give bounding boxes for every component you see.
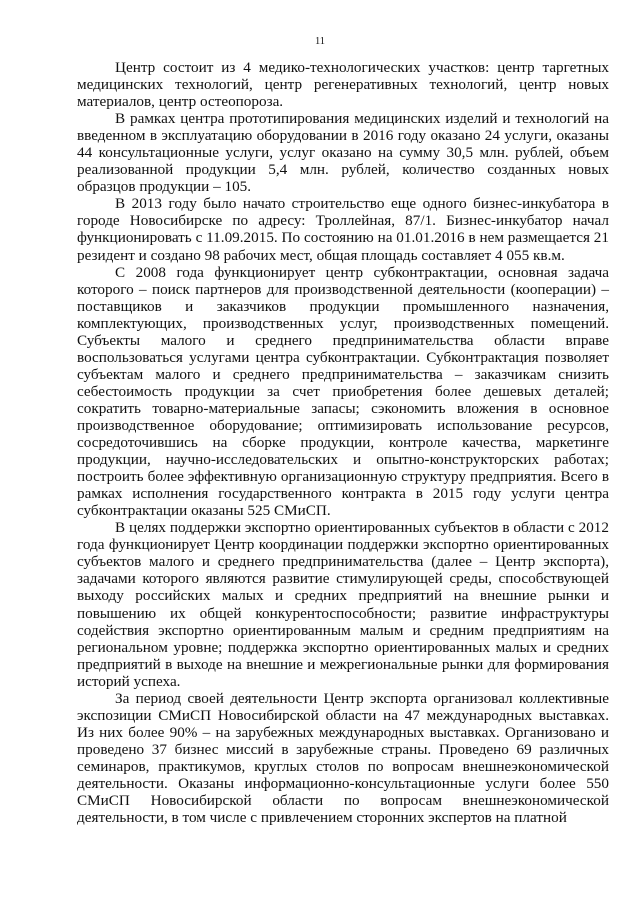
page-number: 11 bbox=[314, 36, 326, 47]
paragraph-prototyping-center: В рамках центра прототипирования медицинских изделий и технологий на введенном в эксплуатацию оборудовании в 2016 году оказано 24 услуги, оказаны 44 консультационные услуги, услуг оказано на сумму 30,5 млн. рублей, объем реализованной продукции 5,4 млн. рублей, количество созданных новых образцов продукции – 105. bbox=[77, 110, 609, 196]
document-body bbox=[77, 59, 609, 826]
paragraph-business-incubator: В 2013 году было начато строительство еще одного бизнес-инкубатора в городе Новосибирске по адресу: Троллейная, 87/1. Бизнес-инкубатор начал функционировать с 11.09.2015. По состоянию на 01.01.2016 в нем размещается 21 резидент и создано 98 рабочих мест, общая площадь составляет 4 055 кв.м. bbox=[77, 195, 609, 264]
paragraph-subcontracting-center: С 2008 года функционирует центр субконтрактации, основная задача которого – поиск партнеров для производственной деятельности (кооперации) – поставщиков и заказчиков продукции промышленного назначения, комплектующих, производственных услуг, производственных помещений. Субъекты малого и среднего предпринимательства области вправе воспользоваться услугами центра субконтрактации. Субконтрактация позволяет субъектам малого и среднего предпринимательства – заказчикам снизить себестоимость продукции за счет приобретения более дешевых деталей; сократить товарно-материальные запасы; сэкономить вложения в основное производственное оборудование; оптимизировать использование ресурсов, сосредоточившись на сборке продукции, контроле качества, маркетинге продукции, научно-исследовательских и опытно-конструкторских работах; построить более эффективную организационную структуру предприятия. Всего в рамках исполнения государственного контракта в 2015 году услуги центра субконтрактации оказаны 525 СМиСП. bbox=[77, 263, 609, 520]
paragraph-centers: Центр состоит из 4 медико-технологических участков: центр таргетных медицинских технологий, центр регенеративных технологий, центр новых материалов, центр остеопороза. bbox=[77, 59, 609, 111]
paragraph-export-center: В целях поддержки экспортно ориентированных субъектов в области с 2012 года функционирует Центр координации поддержки экспортно ориентированных субъектов малого и среднего предпринимательства (далее – Центр экспорта), задачами которого являются развитие стимулирующей среды, способствующей выходу российских малых и средних предприятий на внешние рынки и повышению их общей конкурентоспособности; развитие инфраструктуры содействия экспортно ориентированным малым и средним предприятиям на региональном уровне; поддержка экспортно ориентированных малых и средних предприятий в выходе на внешние и межрегиональные рынки для формирования историй успеха. bbox=[77, 519, 609, 690]
paragraph-export-activities: За период своей деятельности Центр экспорта организовал коллективные экспозиции СМиСП Новосибирской области на 47 международных выставках. Из них более 90% – на зарубежных международных выставках. Организовано и проведено 37 бизнес миссий в зарубежные страны. Проведено 69 различных семинаров, практикумов, круглых столов по вопросам внешнеэкономической деятельности. Оказаны информационно-консультационные услуги более 550 СМиСП Новосибирской области по вопросам внешнеэкономической деятельности, в том числе с привлечением сторонних экспертов на платной bbox=[77, 689, 609, 827]
